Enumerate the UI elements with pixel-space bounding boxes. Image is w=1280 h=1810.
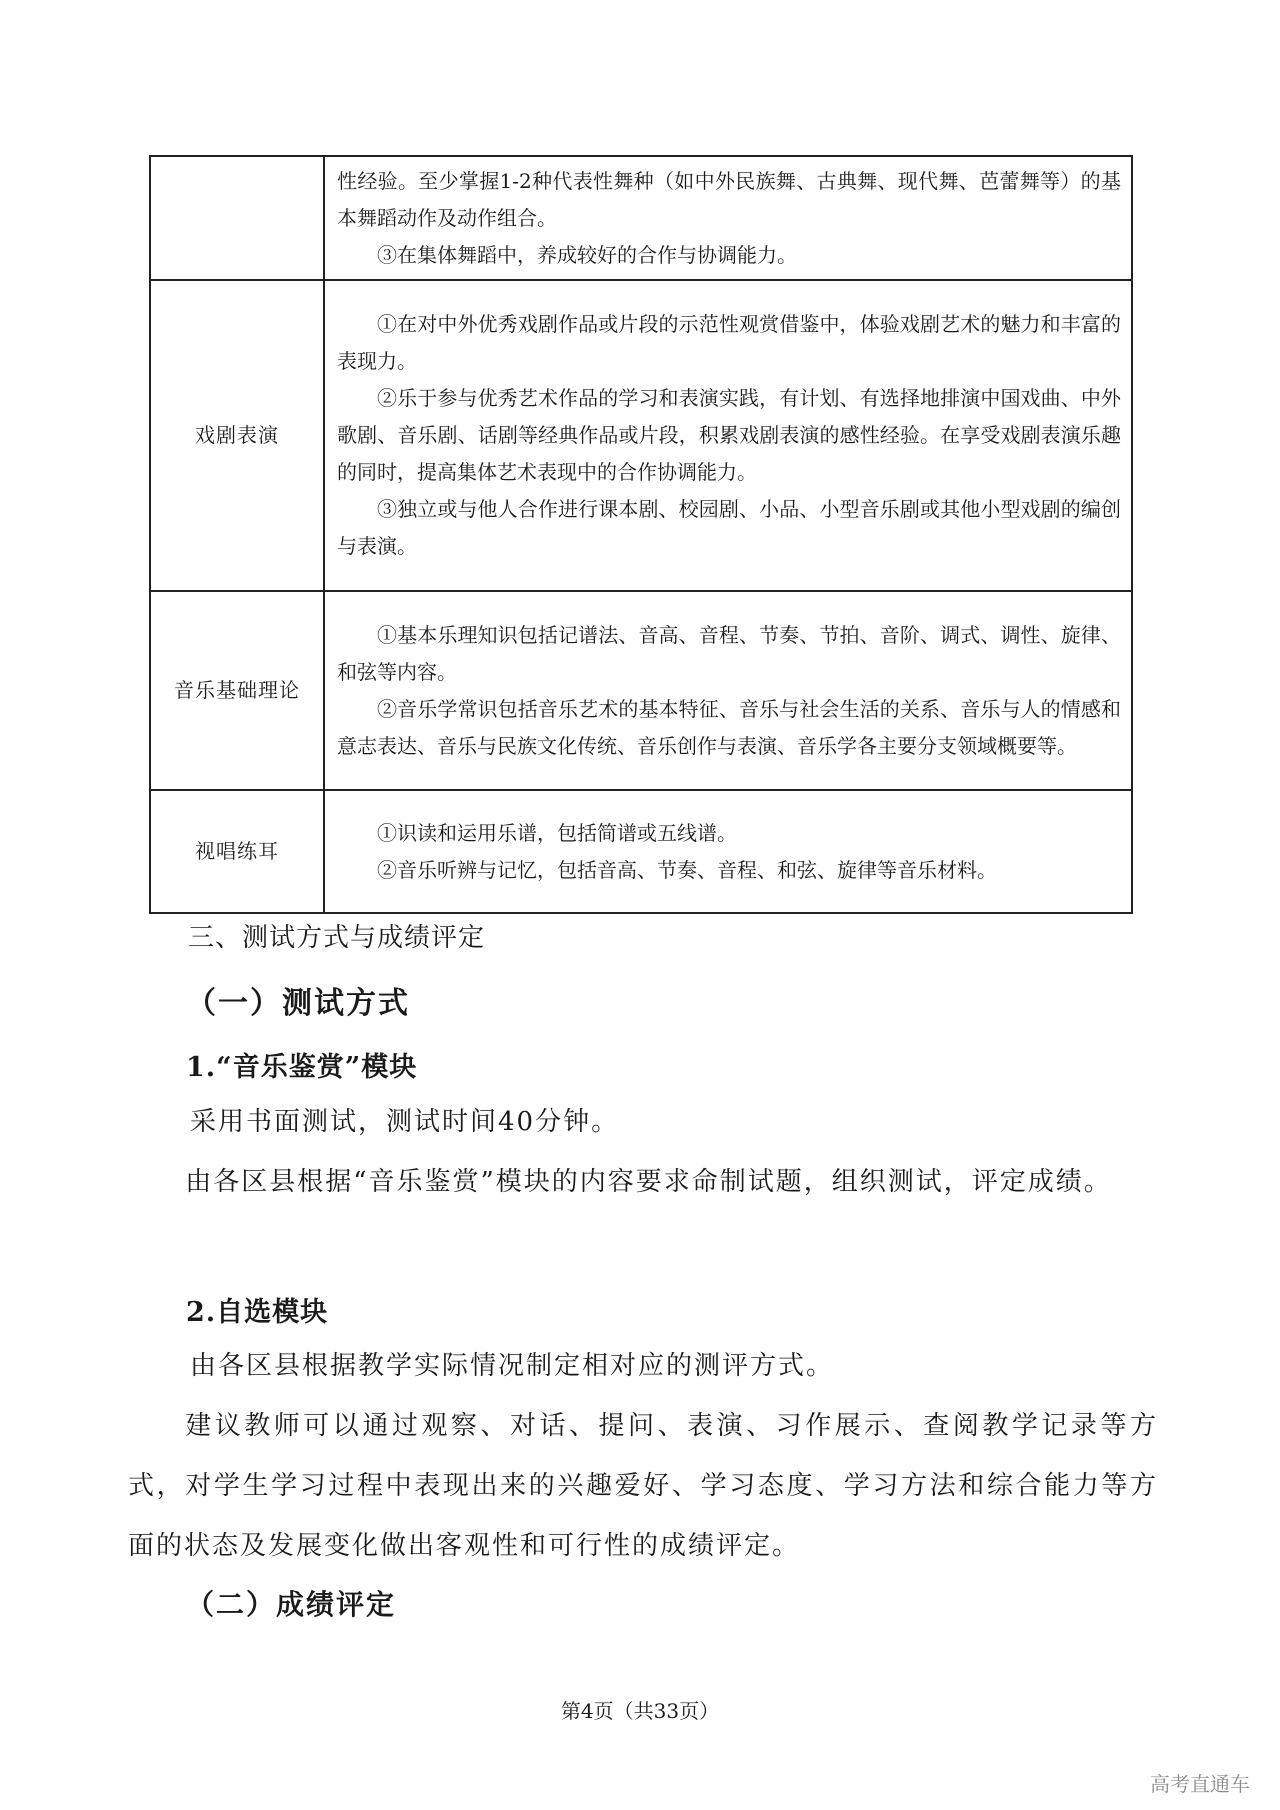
table-paragraph: ①基本乐理知识包括记谱法、音高、音程、节奏、节拍、音阶、调式、调性、旋律、和弦等内容。 xyxy=(337,622,1121,684)
table-row xyxy=(150,790,1132,913)
subsection-heading: （一）测试方式 xyxy=(186,986,410,1021)
table-paragraph: ②乐于参与优秀艺术作品的学习和表演实践，有计划、有选择地排演中国戏曲、中外歌剧、音乐剧、话剧等经典作品或片段，积累戏剧表演的感性经验。在享受戏剧表演乐趣的同时，提高集体艺术表现中的合作协调能力。 xyxy=(337,386,1121,484)
table-paragraph: ②音乐学常识包括音乐艺术的基本特征、音乐与社会生活的关系、音乐与人的情感和意志表达、音乐与民族文化传统、音乐创作与表演、音乐学各主要分支领域概要等。 xyxy=(337,696,1121,758)
body-paragraph: 采用书面测试，测试时间40分钟。 xyxy=(190,1107,620,1137)
table-row xyxy=(150,280,1132,591)
table-category-cell: 音乐基础理论 xyxy=(150,591,324,790)
item-heading: 2.自选模块 xyxy=(186,1297,329,1328)
table-paragraph: ②音乐听辨与记忆，包括音高、节奏、音程、和弦、旋律等音乐材料。 xyxy=(377,857,997,882)
page-number: 第4页（共33页） xyxy=(560,1699,720,1723)
table-content-cell xyxy=(324,591,1132,790)
table-paragraph: ①识读和运用乐谱，包括简谱或五线谱。 xyxy=(377,820,737,845)
table-row xyxy=(150,156,1132,280)
section-heading: 三、测试方式与成绩评定 xyxy=(188,923,486,953)
table-content-cell xyxy=(324,280,1132,591)
table-paragraph: ③独立或与他人合作进行课本剧、校园剧、小品、小型音乐剧或其他小型戏剧的编创与表演。 xyxy=(337,497,1121,558)
table-category-cell: 视唱练耳 xyxy=(150,790,324,913)
subsection-heading: （二）成绩评定 xyxy=(186,1588,397,1621)
table-paragraph: ③在集体舞蹈中，养成较好的合作与协调能力。 xyxy=(377,242,797,267)
table-row xyxy=(150,591,1132,790)
table-category-cell xyxy=(150,156,324,280)
body-paragraph: 建议教师可以通过观察、对话、提问、表演、习作展示、查阅教学记录等方式，对学生学习过程中表现出来的兴趣爱好、学习态度、学习方法和综合能力等方面的状态及发展变化做出客观性和可行性的成绩评定。 xyxy=(128,1411,1158,1561)
table-content-cell xyxy=(324,790,1132,913)
table-content-cell xyxy=(324,156,1132,280)
table-paragraph: ①在对中外优秀戏剧作品或片段的示范性观赏借鉴中，体验戏剧艺术的魅力和丰富的表现力。 xyxy=(337,312,1121,373)
watermark: 高考直通车 xyxy=(1150,1772,1250,1796)
body-paragraph: 由各区县根据教学实际情况制定相对应的测评方式。 xyxy=(190,1351,835,1381)
body-paragraph: 由各区县根据“音乐鉴赏”模块的内容要求命制试题，组织测试，评定成绩。 xyxy=(185,1167,1112,1197)
curriculum-table xyxy=(149,155,1133,914)
table-category-cell: 戏剧表演 xyxy=(150,280,324,591)
table-paragraph: 性经验。至少掌握1-2种代表性舞种（如中外民族舞、古典舞、现代舞、芭蕾舞等）的基本舞蹈动作及动作组合。 xyxy=(337,168,1121,230)
item-heading: 1.“音乐鉴赏”模块 xyxy=(186,1052,418,1083)
